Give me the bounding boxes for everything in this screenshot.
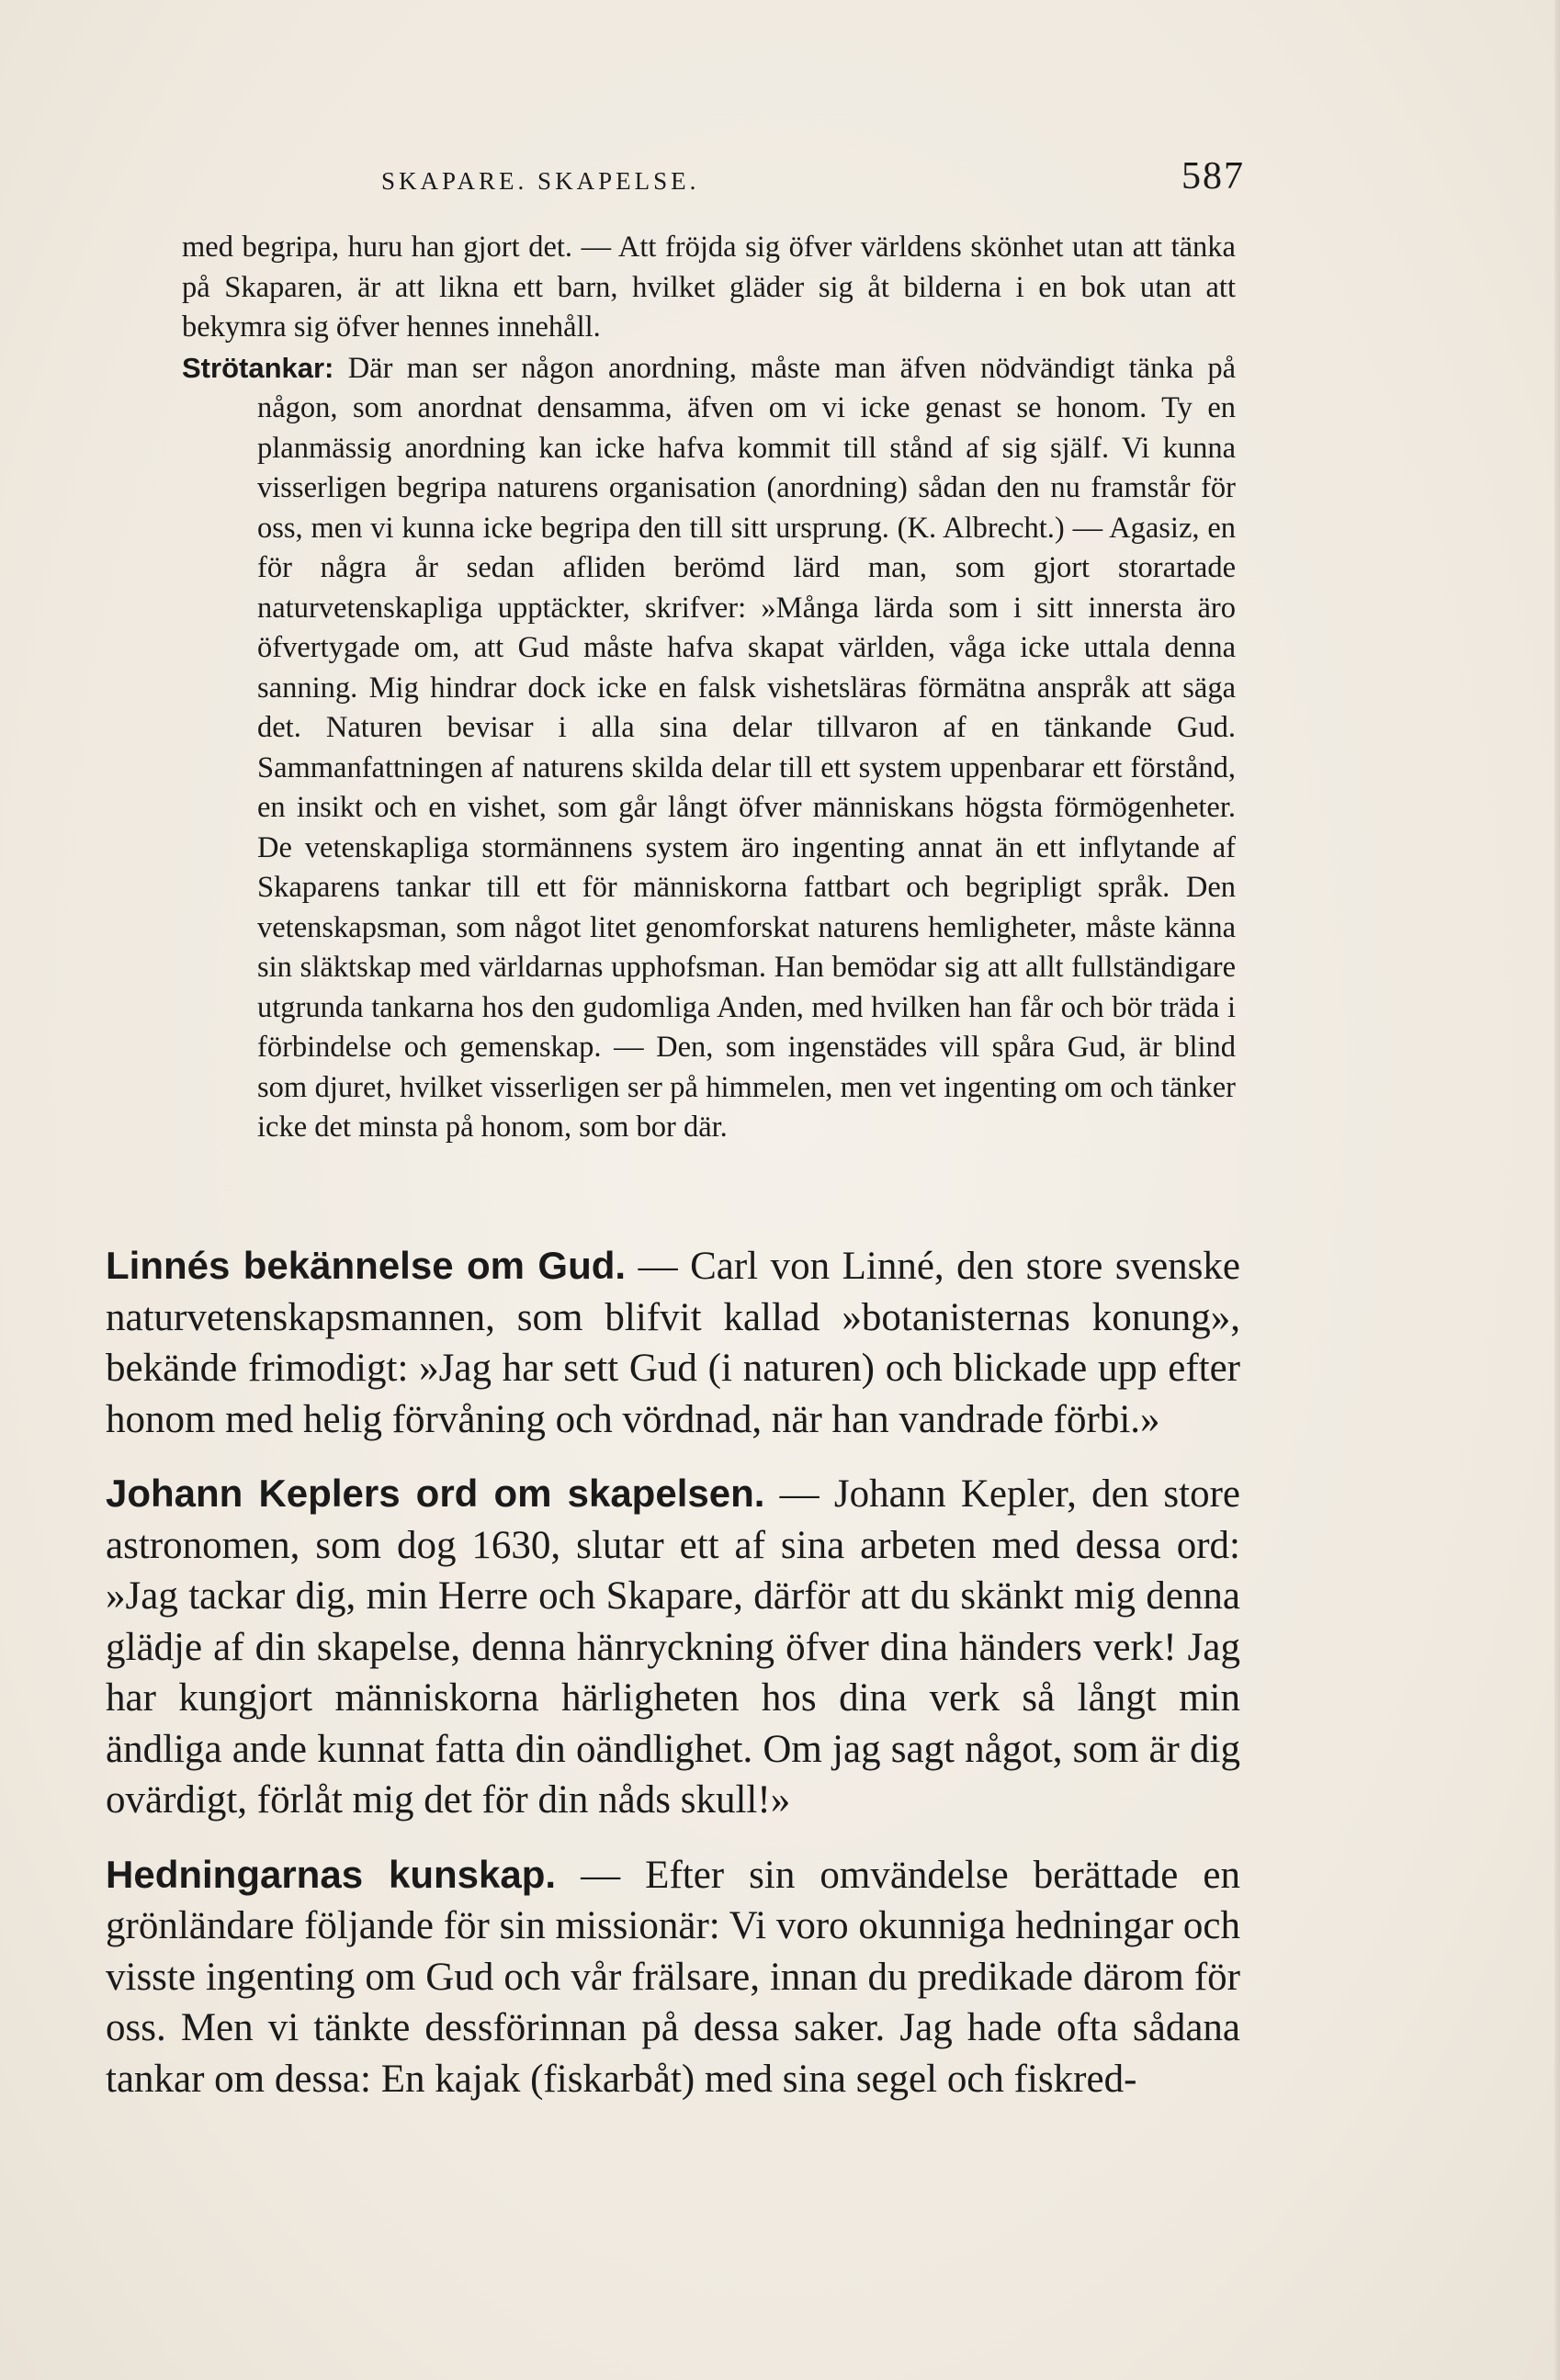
large-print-section xyxy=(106,1240,1240,2127)
strotankar-heading: Strötankar: xyxy=(182,351,334,384)
paragraph-hedningarna xyxy=(106,1849,1240,2105)
paragraph-linne xyxy=(106,1240,1240,1445)
page-header xyxy=(106,154,1245,209)
small-print-section xyxy=(182,228,1236,1148)
page-edge-shadow xyxy=(1554,0,1560,2380)
kepler-text: — Johann Kepler, den store astronomen, som dog 1630, slutar ett af sina arbeten med dessa ord: »Jag tackar dig, min Herre och Skapare, därför att du skänkt mig denna glädje af din skapelse, denna hänryckning öfver dina händers verk! Jag har kungjort människorna härligheten hos dina verk så långt min ändliga ande kunnat fatta din oändlighet. Om jag sagt något, som är dig ovärdigt, förlåt mig det för din nåds skull!» xyxy=(106,1472,1240,1822)
linne-heading: Linnés bekännelse om Gud. xyxy=(106,1244,627,1287)
running-head: SKAPARE. SKAPELSE. xyxy=(381,167,700,195)
paragraph-strotankar xyxy=(182,348,1236,1148)
hedningarna-text: — Efter sin omvändelse berättade en grönländare följande för sin missionär: Vi voro okunniga hedningar och visste ingenting om Gud och vår frälsare, innan du predikade därom för oss. Men vi tänkte dessförinnan på dessa saker. Jag hade ofta sådana tankar om dessa: En kajak (fiskarbåt) med sina segel och fiskred- xyxy=(106,1853,1240,2101)
page-number: 587 xyxy=(1181,155,1245,197)
paragraph-intro: med begripa, huru han gjort det. — Att fröjda sig öfver världens skönhet utan att tänka på Skaparen, är att likna ett barn, hvilket gläder sig åt bilderna i en bok utan att bekymra sig öfver hennes innehåll. xyxy=(182,231,1236,344)
kepler-heading: Johann Keplers ord om skapelsen. xyxy=(106,1472,765,1515)
hedningarna-heading: Hedningarnas kunskap. xyxy=(106,1852,557,1896)
linne-text: — Carl von Linné, den store svenske naturvetenskapsmannen, som blifvit kallad »botanisternas konung», bekände frimodigt: »Jag har sett Gud (i naturen) och blickade upp efter honom med helig förvåning och vördnad, när han vandrade förbi.» xyxy=(106,1245,1240,1441)
paragraph-kepler xyxy=(106,1468,1240,1826)
strotankar-text: Där man ser någon anordning, måste man äfven nödvändigt tänka på någon, som anordnat densamma, äfven om vi icke genast se honom. Ty en planmässig anordning kan icke hafva kommit till stånd af sig själf. Vi kunna visserligen begripa naturens organisation (anordning) sådan den nu framstår för oss, men vi kunna icke begripa den till sitt ursprung. (K. Albrecht.) — Agasiz, en för några år sedan afliden berömd lärd man, som gjort storartade naturvetenskapliga upptäckter, skrifver: »Många lärda som i sitt innersta äro öfvertygade om, att Gud måste hafva skapat världen, våga icke uttala denna sanning. Mig hindrar dock icke en falsk vishetsläras förmätna anspråk att säga det. Naturen bevisar i alla sina delar tillvaron af en tänkande Gud. Sammanfattningen af naturens skilda delar till ett system uppenbarar ett förstånd, en insikt och en vishet, som går långt öfver människans högsta förmögenheter. De vetenskapliga stormännens system äro ingenting annat än ett inflytande af Skaparens tankar till ett för människorna fattbart och begripligt språk. Den vetenskapsman, som något litet genomforskat naturens hemligheter, måste känna sin släktskap med världarnas upphofsman. Han bemödar sig att allt fullständigare utgrunda tankarna hos den gudomliga Anden, med hvilken han får och bör träda i förbindelse och gemenskap. — Den, som ingenstädes vill spåra Gud, är blind som djuret, hvilket visserligen ser på himmelen, men vet ingenting om och tänker icke det minsta på honom, som bor där. xyxy=(257,351,1236,1144)
